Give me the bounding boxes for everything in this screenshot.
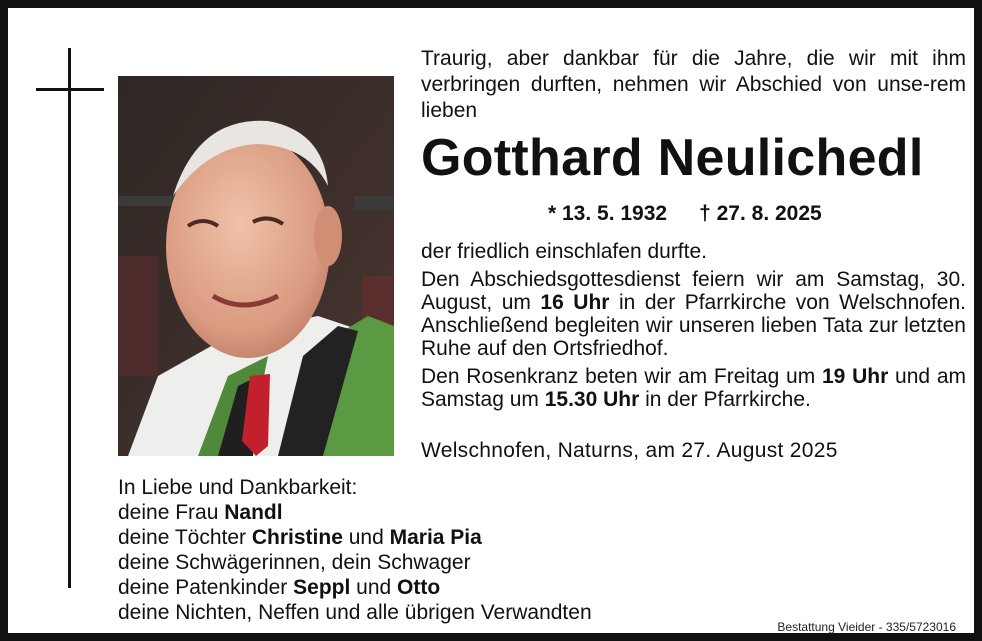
daughters-prefix: deine Töchter (118, 526, 252, 549)
portrait-illustration (118, 76, 394, 456)
portrait-photo (118, 76, 394, 456)
rosary-text-1: Den Rosenkranz beten wir am Freitag um (421, 365, 822, 388)
godchild-name-1: Seppl (293, 576, 351, 599)
rosary-time-1: 19 Uhr (821, 365, 889, 388)
service-text-2: in der Pfarrkirche von Welschnofen. Anschließend begleiten wir unseren lieben Tata zur letzten Ruhe auf den Ortsfriedhof. (421, 291, 966, 360)
rosary-time-2: 15.30 Uhr (544, 388, 640, 411)
rosary-paragraph (421, 365, 966, 411)
birth-date: * 13. 5. 1932 (548, 202, 668, 225)
mourner-inlaws: deine Schwägerinnen, dein Schwager (118, 551, 471, 574)
daughter-name-1: Christine (251, 526, 343, 549)
mourners-heading: In Liebe und Dankbarkeit: (118, 476, 358, 499)
life-dates (548, 202, 854, 226)
funeral-home-footer: Bestattung Vieider - 335/5723016 (777, 620, 956, 634)
mourner-godchildren (118, 575, 678, 600)
place-date: Welschnofen, Naturns, am 27. August 2025 (421, 439, 838, 462)
service-text-1: Den Abschiedsgottesdienst feiern wir am Samstag, 30. August, um (421, 268, 966, 314)
and-2: und (350, 576, 398, 599)
rosary-text-2: und am Samstag um (421, 365, 967, 411)
cross-icon-bar (36, 88, 104, 91)
service-time: 16 Uhr (540, 291, 610, 314)
godchildren-prefix: deine Patenkinder (118, 576, 294, 599)
intro-text: Traurig, aber dankbar für die Jahre, die wir mit ihm verbringen durften, nehmen wir Abschied von unse-rem lieben (421, 47, 966, 122)
mourner-daughters (118, 525, 678, 550)
and-1: und (342, 526, 390, 549)
service-paragraph (421, 268, 966, 360)
mourner-relatives: deine Nichten, Neffen und alle übrigen Verwandten (118, 601, 592, 624)
passing-line: der friedlich einschlafen durfte. (421, 240, 707, 263)
godchild-name-2: Otto (397, 576, 441, 599)
cross-icon (68, 48, 71, 588)
rosary-text-3: in der Pfarrkirche. (639, 388, 811, 411)
mourner-wife (118, 500, 678, 525)
announcement-text (421, 240, 966, 416)
wife-name: Nandl (224, 501, 283, 524)
death-date: † 27. 8. 2025 (699, 202, 822, 225)
deceased-name: Gotthard Neulichedl (421, 129, 924, 187)
wife-prefix: deine Frau (118, 501, 225, 524)
daughter-name-2: Maria Pia (389, 526, 482, 549)
mourners-list (118, 475, 678, 625)
